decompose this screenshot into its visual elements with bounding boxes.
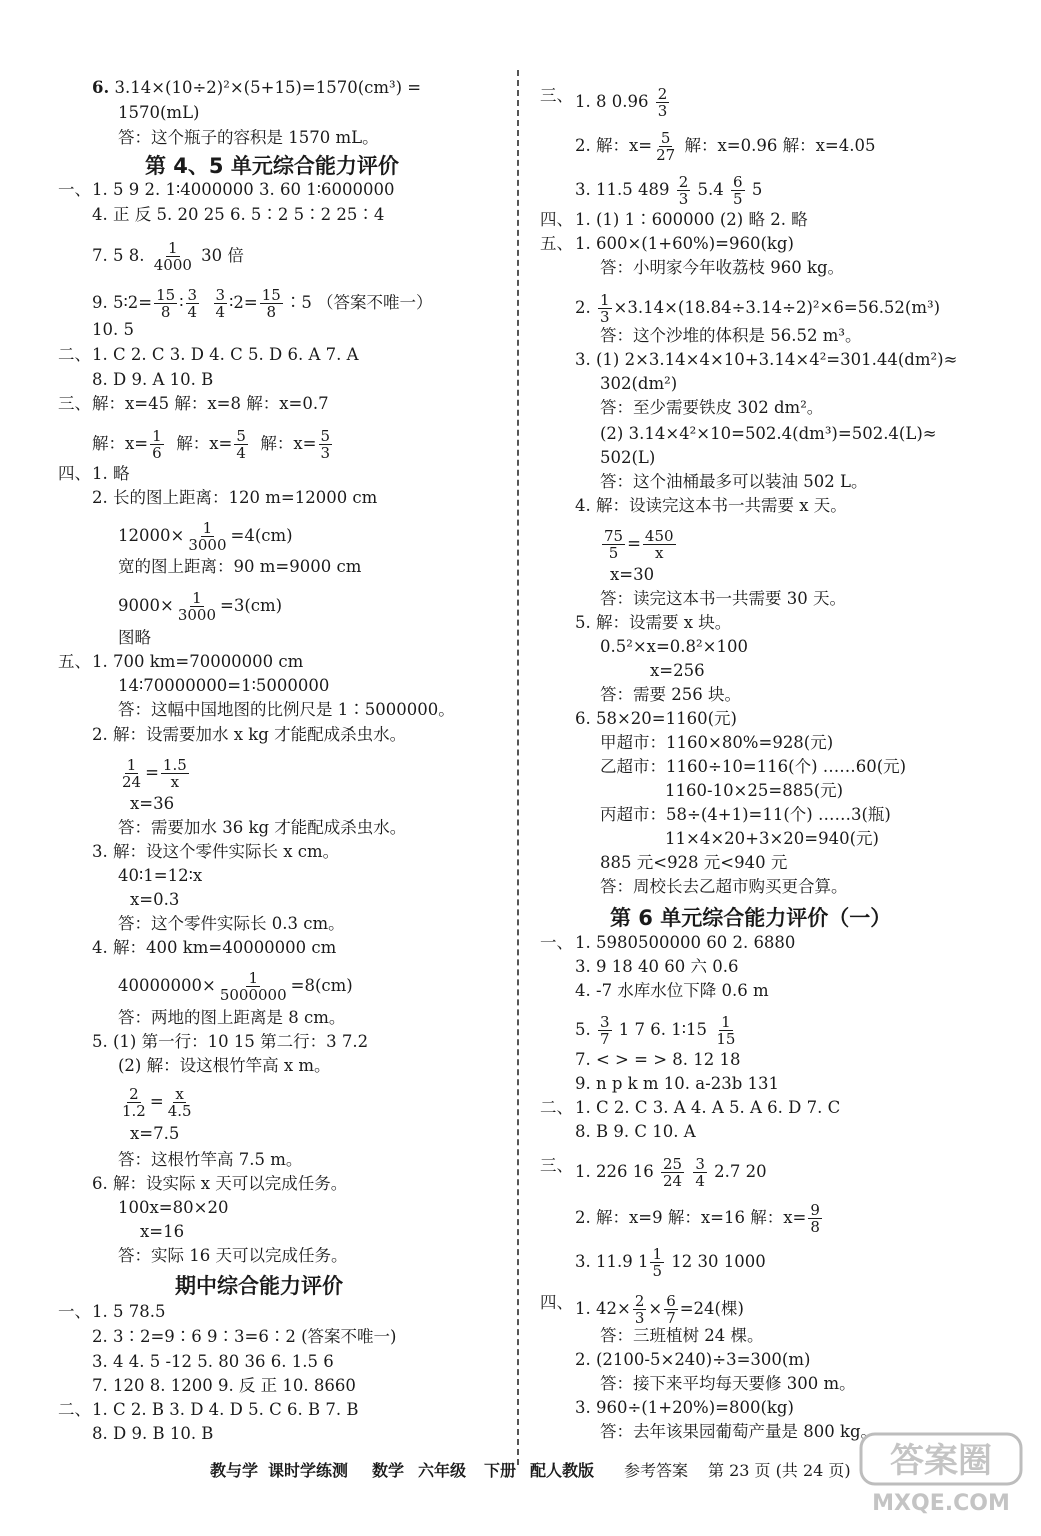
answer-line: 2. 长的图上距离：120 m=12000 cm <box>92 488 378 507</box>
answer-line: 1. C 2. C 3. D 4. C 5. D 6. A 7. A <box>92 345 359 364</box>
footer-edition: 配人教版 <box>530 1461 595 1480</box>
answer-line: 答：这根竹竿高 7.5 m。 <box>118 1150 303 1169</box>
fraction: $\frac{75}{5}$ <box>604 527 624 562</box>
answer-line: x=30 <box>610 565 655 584</box>
section-label: 一、 <box>540 933 573 952</box>
answer-line: 502(L) <box>600 448 656 467</box>
fraction: $\frac{3}{4}$ <box>215 286 226 321</box>
answer-line: 2. 解：x=9 解：x=16 解：x= $\frac{9}{8}$ <box>575 1201 820 1236</box>
section-label: 四、 <box>540 1293 573 1312</box>
answer-line: $\frac{75}{5}$ = $\frac{450}{x}$ <box>604 527 674 562</box>
fraction: $\frac{2}{3}$ <box>634 1292 645 1327</box>
answer-line: 答：周校长去乙超市购买更合算。 <box>600 877 848 896</box>
fraction: $\frac{1}{4000}$ <box>153 239 192 274</box>
section-label: 二、 <box>58 1400 91 1419</box>
answer-line: 图略 <box>118 628 151 647</box>
answer-line: 答：小明家今年收荔枝 960 kg。 <box>600 258 845 277</box>
answer-line: 3. 9 18 40 60 六 0.6 <box>575 957 739 976</box>
fraction: $\frac{15}{8}$ <box>156 286 176 321</box>
answer-line: 宽的图上距离：90 m=9000 cm <box>118 557 362 576</box>
answer-line: 2. 解：x= $\frac{5}{27}$ 解：x=0.96 解：x=4.05 <box>575 129 876 164</box>
answer-line: 答：这个油桶最多可以装油 502 L。 <box>600 472 868 491</box>
fraction: $\frac{1}{3000}$ <box>177 589 217 624</box>
watermark-graphic <box>855 1420 1030 1520</box>
answer-line: 解：x= $\frac{1}{6}$ 解：x= $\frac{5}{4}$ 解：x= $\frac{5}{3}$ <box>92 427 331 462</box>
answer-line: 3. 解：设这个零件实际长 x cm。 <box>92 842 340 861</box>
footer-book-title: 教与学 <box>210 1461 259 1480</box>
fraction: $\frac{1}{3000}$ <box>188 519 227 554</box>
fraction: $\frac{3}{7}$ <box>600 1013 610 1048</box>
section-label: 三、 <box>58 394 91 413</box>
answer-line: 1. C 2. B 3. D 4. D 5. C 6. B 7. B <box>92 1400 359 1419</box>
fraction: $\frac{1}{15}$ <box>716 1013 736 1048</box>
answer-line: 解：x=45 解：x=8 解：x=0.7 <box>92 394 329 413</box>
section-label: 三、 <box>540 86 573 105</box>
section-label: 四、 <box>58 464 91 483</box>
answer-line: 5. $\frac{3}{7}$ 1 7 6. 1∶15 $\frac{1}{15}$ <box>575 1013 736 1048</box>
answer-line: 10. 5 <box>92 320 134 339</box>
answer-line: 11×4×20+3×20=940(元) <box>665 829 879 848</box>
answer-line: 答：这个零件实际长 0.3 cm。 <box>118 914 345 933</box>
watermark-text: 答案圈 <box>890 1441 992 1481</box>
fraction: $\frac{5}{27}$ <box>656 129 676 164</box>
section-label: 二、 <box>540 1098 573 1117</box>
answer-line: 9000× $\frac{1}{3000}$ =3(cm) <box>118 589 283 624</box>
answer-line: 40∶1=12∶x <box>118 866 203 885</box>
answer-line: x=16 <box>140 1222 185 1241</box>
answer-line: 9. n p k m 10. a-23b 131 <box>575 1074 779 1093</box>
answer-line: 2. (2100-5×240)÷3=300(m) <box>575 1350 811 1369</box>
answer-line: 7. 5 8. $\frac{1}{4000}$ 30 倍 <box>92 239 244 274</box>
answer-line: 乙超市：1160÷10=116(个) ……60(元) <box>600 757 907 776</box>
answer-line: $\frac{2}{1.2}$ = $\frac{x}{4.5}$ <box>122 1085 192 1120</box>
answer-line: 答：三班植树 24 棵。 <box>600 1326 764 1345</box>
answer-line: 8. D 9. A 10. B <box>92 370 214 389</box>
answer-line: x=36 <box>130 794 175 813</box>
answer-line: 7. < > = > 8. 12 18 <box>575 1050 741 1069</box>
answer-line: 答：至少需要铁皮 302 dm²。 <box>600 398 824 417</box>
answer-line: 1. 42× $\frac{2}{3}$ × $\frac{6}{7}$ =24(棵) <box>575 1292 744 1327</box>
answer-line: 885 元<928 元<940 元 <box>600 853 788 872</box>
answer-line: 1. 略 <box>92 464 130 483</box>
fraction: $\frac{6}{5}$ <box>733 173 743 208</box>
answer-line: 7. 120 8. 1200 9. 反 正 10. 8660 <box>92 1376 356 1395</box>
section-label: 五、 <box>58 652 91 671</box>
answer-line: 甲超市：1160×80%=928(元) <box>600 733 834 752</box>
fraction: $\frac{9}{8}$ <box>810 1201 820 1236</box>
answer-line: 2. 解：设需要加水 x kg 才能配成杀虫水。 <box>92 725 407 744</box>
answer-line: 6. 58×20=1160(元) <box>575 709 737 728</box>
fraction: $\frac{25}{24}$ <box>662 1155 683 1190</box>
section-label: 五、 <box>540 234 573 253</box>
answer-line: 14∶70000000=1∶5000000 <box>118 676 330 695</box>
answer-line: 1160-10×25=885(元) <box>665 781 844 800</box>
footer-section: 参考答案 <box>624 1461 689 1480</box>
section-label: 四、 <box>540 210 573 229</box>
answer-line: 302(dm²) <box>600 374 678 393</box>
answer-line: 3. (1) 2×3.14×4×10+3.14×4²=301.44(dm²)≈ <box>575 350 958 369</box>
answer-line: (2) 3.14×4²×10=502.4(dm³)=502.4(L)≈ <box>600 424 937 443</box>
answer-line: 答：这个瓶子的容积是 1570 mL。 <box>118 128 379 147</box>
answer-line: 答：读完这本书一共需要 30 天。 <box>600 589 846 608</box>
fraction: $\frac{1}{5000000}$ <box>219 969 287 1004</box>
fraction: $\frac{1}{3}$ <box>600 291 610 326</box>
page-number: 第 23 页 (共 24 页) <box>708 1461 851 1480</box>
answer-line: 6. 3.14×(10÷2)²×(5+15)=1570(cm³) = <box>92 78 422 97</box>
answer-line: 3. 4 4. 5 -12 5. 80 36 6. 1.5 6 <box>92 1352 334 1371</box>
fraction: $\frac{x}{4.5}$ <box>167 1085 192 1120</box>
answer-line: 4. 正 反 5. 20 25 6. 5∶2 5∶2 25∶4 <box>92 205 385 224</box>
answer-line: 2. 3∶2=9∶6 9∶3=6∶2 (答案不唯一) <box>92 1327 397 1346</box>
answer-line: 答：需要加水 36 kg 才能配成杀虫水。 <box>118 818 407 837</box>
fraction: $\frac{15}{8}$ <box>261 286 281 321</box>
fraction: $\frac{450}{x}$ <box>644 527 674 562</box>
fraction: $\frac{1.5}{x}$ <box>162 756 187 791</box>
answer-line: 1. (1) 1∶600000 (2) 略 2. 略 <box>575 210 808 229</box>
answer-line: 1. 5980500000 60 2. 6880 <box>575 933 796 952</box>
answer-line: 40000000× $\frac{1}{5000000}$ =8(cm) <box>118 969 353 1004</box>
answer-line: 3. 960÷(1+20%)=800(kg) <box>575 1398 794 1417</box>
section-label: 三、 <box>540 1156 573 1175</box>
answer-line: 0.5²×x=0.8²×100 <box>600 637 748 656</box>
answer-line: 3. 11.5 489 $\frac{2}{3}$ 5.4 $\frac{6}{5}$ 5 <box>575 173 763 208</box>
answer-line: 1570(mL) <box>118 103 200 122</box>
section-label: 二、 <box>58 345 91 364</box>
answer-line: 1. 700 km=70000000 cm <box>92 652 304 671</box>
answer-line: 3. 11.9 1 $\frac{1}{5}$ 12 30 1000 <box>575 1245 766 1280</box>
answer-line: x=256 <box>650 661 705 680</box>
answer-line: x=7.5 <box>130 1124 180 1143</box>
answer-line: 100x=80×20 <box>118 1198 229 1217</box>
answer-line: 答：这幅中国地图的比例尺是 1∶5000000。 <box>118 700 455 719</box>
fraction: $\frac{2}{1.2}$ <box>122 1085 146 1120</box>
watermark-url: MXQE.COM <box>872 1491 1010 1516</box>
watermark-logo <box>855 1420 1030 1520</box>
answer-line: 8. B 9. C 10. A <box>575 1122 696 1141</box>
fraction: $\frac{5}{4}$ <box>236 427 246 462</box>
fraction: $\frac{2}{3}$ <box>657 85 668 120</box>
section-heading: 第 4、5 单元综合能力评价 <box>145 154 399 178</box>
answer-line: 8. D 9. B 10. B <box>92 1424 214 1443</box>
answer-line: $\frac{1}{24}$ = $\frac{1.5}{x}$ <box>122 756 187 791</box>
answer-line: 答：去年该果园葡萄产量是 800 kg。 <box>600 1422 878 1441</box>
answer-line: 丙超市：58÷(4+1)=11(个) ……3(瓶) <box>600 805 891 824</box>
section-heading: 第 6 单元综合能力评价（一） <box>610 906 892 930</box>
answer-line: 1. 5 78.5 <box>92 1302 166 1321</box>
answer-line: 答：两地的图上距离是 8 cm。 <box>118 1008 346 1027</box>
fraction: $\frac{5}{3}$ <box>320 427 331 462</box>
answer-line: 答：这个沙堆的体积是 56.52 m³。 <box>600 326 862 345</box>
answer-line: 1. 5 9 2. 1∶4000000 3. 60 1∶6000000 <box>92 180 395 199</box>
answer-line: 9. 5∶2= $\frac{15}{8}$ ∶ $\frac{3}{4}$ $\frac{3}{4}$ ∶2= $\frac{15}{8}$ ∶5 （答案不唯一） <box>92 286 433 321</box>
column-divider <box>517 70 519 1465</box>
section-label: 一、 <box>58 1302 91 1321</box>
fraction: $\frac{6}{7}$ <box>666 1292 676 1327</box>
fraction: $\frac{2}{3}$ <box>678 173 689 208</box>
answer-line: 6. 解：设实际 x 天可以完成任务。 <box>92 1174 348 1193</box>
answer-line: 12000× $\frac{1}{3000}$ =4(cm) <box>118 519 293 554</box>
answer-line: (2) 解：设这根竹竿高 x m。 <box>118 1056 331 1075</box>
answer-line: 1. 226 16 $\frac{25}{24}$ $\frac{3}{4}$ 2.7 20 <box>575 1155 767 1190</box>
answer-line: 5. (1) 第一行：10 15 第二行：3 7.2 <box>92 1032 369 1051</box>
section-heading: 期中综合能力评价 <box>175 1274 343 1298</box>
answer-line: 1. 600×(1+60%)=960(kg) <box>575 234 794 253</box>
section-label: 一、 <box>58 180 91 199</box>
footer-series: 课时学练测 <box>268 1461 349 1480</box>
answer-line: 1. C 2. C 3. A 4. A 5. A 6. D 7. C <box>575 1098 841 1117</box>
answer-line: 1. 8 0.96 $\frac{2}{3}$ <box>575 85 668 120</box>
footer-grade: 六年级 <box>418 1461 467 1480</box>
answer-line: 5. 解：设需要 x 块。 <box>575 613 732 632</box>
footer-volume: 下册 <box>484 1461 517 1480</box>
fraction: $\frac{3}{4}$ <box>695 1155 705 1190</box>
fraction: $\frac{1}{5}$ <box>652 1245 663 1280</box>
fraction: $\frac{3}{4}$ <box>187 286 198 321</box>
answer-line: 4. 解：设读完这本书一共需要 x 天。 <box>575 496 847 515</box>
answer-line: 答：需要 256 块。 <box>600 685 741 704</box>
footer-subject: 数学 <box>372 1461 405 1480</box>
fraction: $\frac{1}{24}$ <box>122 756 142 791</box>
answer-line: 答：实际 16 天可以完成任务。 <box>118 1246 348 1265</box>
answer-line: 2. $\frac{1}{3}$ ×3.14×(18.84÷3.14÷2)²×6=56.52(m³) <box>575 291 941 326</box>
fraction: $\frac{1}{6}$ <box>152 427 162 462</box>
answer-line: 4. -7 水库水位下降 0.6 m <box>575 981 769 1000</box>
answer-line: 答：接下来平均每天要修 300 m。 <box>600 1374 856 1393</box>
answer-line: x=0.3 <box>130 890 180 909</box>
answer-line: 4. 解：400 km=40000000 cm <box>92 938 337 957</box>
